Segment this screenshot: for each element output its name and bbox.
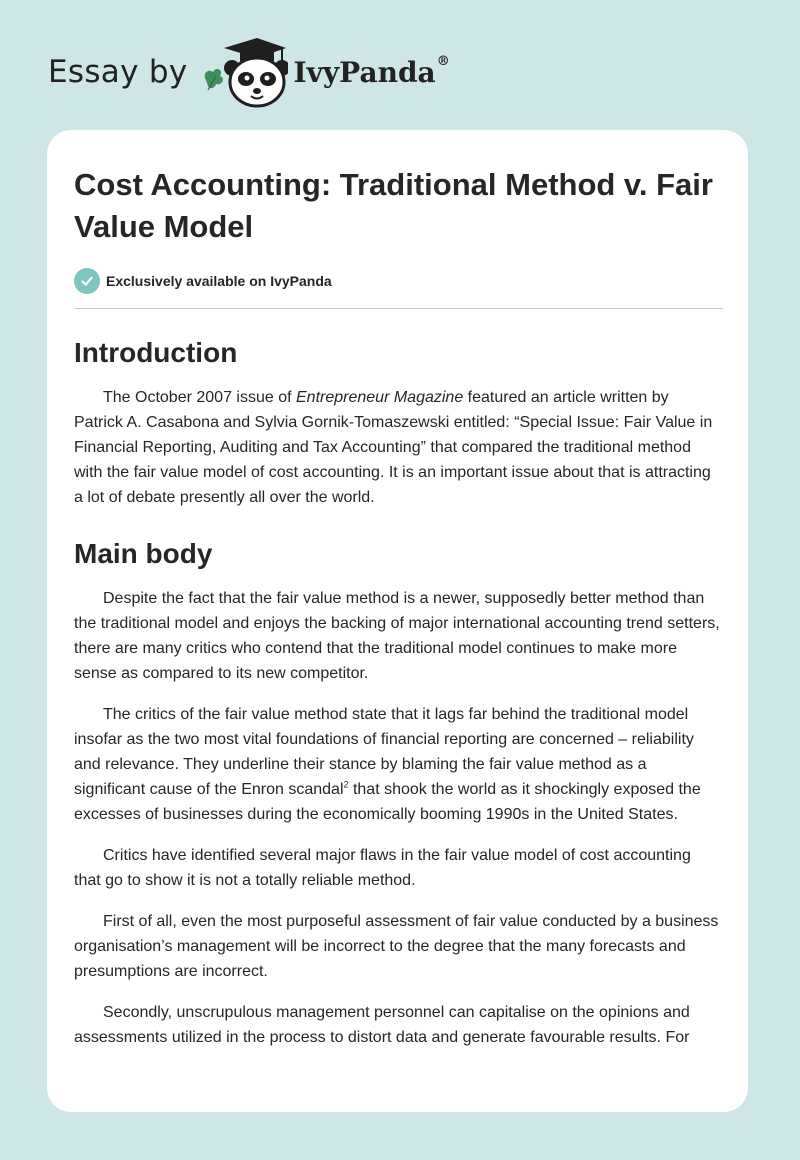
exclusive-label: Exclusively available on IvyPanda [106, 273, 332, 289]
panda-logo-icon[interactable] [202, 36, 288, 108]
paragraph: The October 2007 issue of Entrepreneur Magazine featured an article written by Patrick A. Casabona and Sylvia Gornik-Tomaszewski entitled: “Special Issue: Fair Value in Financial Reporting, Auditing and Tax Accounting” that compared the traditional method with the fair value model of cost accounting. It is an important issue about that is attracting a lot of debate presently all over the world. [74, 389, 713, 506]
magazine-title: Entrepreneur Magazine [296, 389, 464, 406]
section-main-body [74, 536, 721, 1050]
exclusive-badge [74, 267, 721, 295]
site-header [48, 36, 450, 108]
paragraph: Despite the fact that the fair value method is a newer, supposedly better method than the traditional model and enjoys the backing of major international accounting trend setters, there are many critics who contend that the traditional model continues to make more sense as compared to its new competitor. [74, 590, 720, 682]
paragraph: First of all, even the most purposeful assessment of fair value conducted by a business organisation’s management will be incorrect to the degree that the many forecasts and presumptions are incorrect. [74, 913, 719, 980]
paragraph: Critics have identified several major flaws in the fair value model of cost accounting that go to show it is not a totally reliable method. [74, 847, 691, 889]
paragraph: The critics of the fair value method state that it lags far behind the traditional model insofar as the two most vital foundations of financial reporting are concerned – reliability and relevance. They underline their stance by blaming the fair value method as a significant cause of the Enron scandal$^2$ that shook the world as it shockingly exposed the excesses of businesses during the economically booming 1990s in the United States. [74, 706, 701, 823]
title-divider [74, 308, 723, 309]
brand-prefix: Essay by [48, 54, 188, 90]
essay-title: Cost Accounting: Traditional Method v. Fair Value Model [74, 167, 713, 244]
paragraph: Secondly, unscrupulous management personnel can capitalise on the opinions and assessments utilized in the process to distort data and generate favourable results. For [74, 1004, 690, 1046]
section-heading: Introduction [74, 337, 238, 368]
section-introduction [74, 335, 721, 510]
essay-card [47, 130, 748, 1112]
check-circle-icon [74, 268, 100, 294]
footnote-ref[interactable]: 2 [343, 779, 349, 790]
registered-mark: ® [436, 53, 450, 69]
section-heading: Main body [74, 538, 213, 569]
brand-name[interactable]: IvyPanda® [293, 53, 450, 89]
